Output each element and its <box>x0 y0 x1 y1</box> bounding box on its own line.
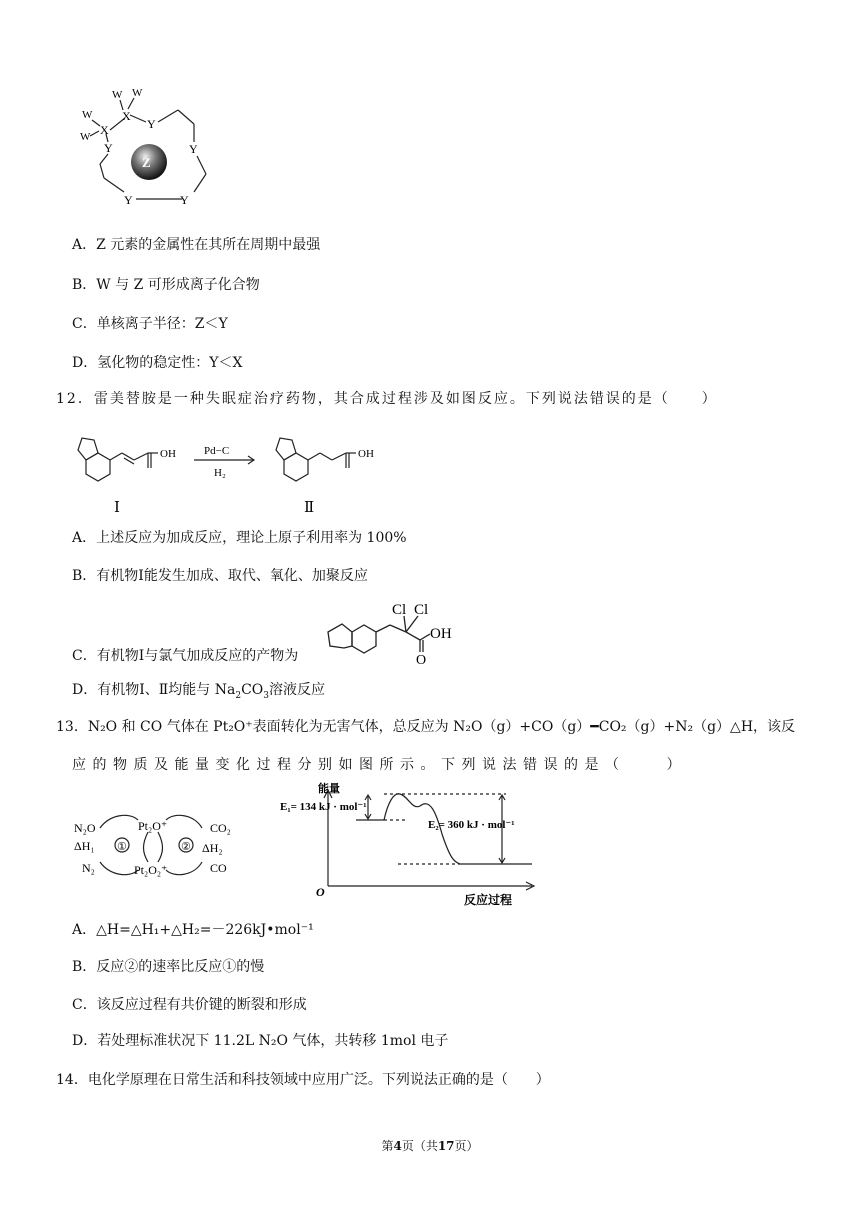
q11-option-d: D．氢化物的稳定性：Y＜X <box>72 355 243 371</box>
pt2o2-label: Pt₂O₂⁺ <box>134 863 168 877</box>
footer-mid: 页（共 <box>401 1139 438 1153</box>
step1-label: ① <box>117 841 127 853</box>
q12-reaction-scheme <box>66 420 406 516</box>
dh2-label: ΔH₂ <box>202 841 223 855</box>
compound-label-2: Ⅱ <box>304 500 315 516</box>
o-label: O <box>416 653 427 664</box>
q13-option-d: D．若处理标准状况下 11.2L N₂O 气体，共转移 1mol 电子 <box>72 1033 449 1049</box>
x-axis-label: 反应过程 <box>464 893 513 907</box>
y-axis-label: 能量 <box>318 783 340 795</box>
e2-label: E₂= 360 kJ · mol⁻¹ <box>428 819 515 831</box>
q13-stem-line2: 应的物质及能量变化过程分别如图所示。下列说法错误的是（ ） <box>72 757 687 773</box>
atom-label: W <box>82 109 93 121</box>
origin-label: O <box>316 885 325 899</box>
q11-option-c: C．单核离子半径：Z＜Y <box>72 316 228 332</box>
q11-option-b: B．W 与 Z 可形成离子化合物 <box>72 277 260 293</box>
q12-option-a: A．上述反应为加成反应，理论上原子利用率为 100% <box>72 530 407 546</box>
footer-page-number: 4 <box>393 1139 402 1153</box>
q12-stem: 12．雷美替胺是一种失眠症治疗药物，其合成过程涉及如图反应。下列说法错误的是（ ） <box>56 391 718 407</box>
atom-label: Y <box>189 142 198 156</box>
co2-label: CO₂ <box>210 821 231 835</box>
q12-option-d: D．有机物Ⅰ、Ⅱ均能与 $Na_2CO_3$溶液反应 <box>72 682 325 701</box>
q12-option-d-co: CO <box>241 682 264 698</box>
atom-label: Y <box>147 117 156 131</box>
page-footer <box>0 1137 860 1154</box>
atom-label: W <box>80 131 91 143</box>
atom-label: Y <box>180 193 189 207</box>
atom-label: Z <box>142 155 151 170</box>
pt2o-label: Pt₂O⁺ <box>138 819 168 833</box>
atom-label: W <box>112 89 123 101</box>
cl-label: Cl <box>392 602 407 618</box>
footer-total-pages: 17 <box>437 1139 455 1153</box>
footer-pre: 第 <box>381 1139 394 1153</box>
e1-label: E₁= 134 kJ · mol⁻¹ <box>280 801 367 813</box>
q13-option-a: A．△H=△H₁+△H₂=－226kJ•mol⁻¹ <box>72 922 314 938</box>
q12-option-d-tail: 溶液反应 <box>269 682 325 698</box>
q13-option-c: C．该反应过程有共价键的断裂和形成 <box>72 997 307 1013</box>
q13-option-b: B．反应②的速率比反应①的慢 <box>72 959 265 975</box>
q13-catalytic-cycle <box>70 806 250 884</box>
n2-label: N₂ <box>82 861 95 875</box>
oh-label: OH <box>430 626 452 642</box>
crown-ether-figure <box>70 82 240 222</box>
n2o-label: N₂O <box>74 821 96 835</box>
q13-energy-diagram <box>280 782 550 908</box>
q12-option-b: B．有机物Ⅰ能发生加成、取代、氧化、加聚反应 <box>72 568 368 584</box>
oh-label: OH <box>160 448 176 460</box>
reagent-label: H₂ <box>214 467 226 479</box>
atom-label: W <box>132 87 143 99</box>
co-label: CO <box>210 861 227 875</box>
q13-stem-line1: 13．N₂O 和 CO 气体在 Pt₂O⁺表面转化为无害气体，总反应为 N₂O（g）+CO（g）━CO₂（g）+N₂（g）△H，该反 <box>56 719 796 735</box>
step2-label: ② <box>181 841 191 853</box>
atom-label: X <box>122 109 131 123</box>
catalyst-label: Pd−C <box>204 445 230 457</box>
oh-label: OH <box>358 448 374 460</box>
q12-option-c: C．有机物Ⅰ与氯气加成反应的产物为 <box>72 648 299 664</box>
q11-option-a: A．Z 元素的金属性在其所在周期中最强 <box>72 237 321 253</box>
atom-label: Y <box>104 141 113 155</box>
compound-label-1: Ⅰ <box>114 500 120 516</box>
atom-label: Y <box>124 193 133 207</box>
q12-option-d-text: D．有机物Ⅰ、Ⅱ均能与 Na <box>72 682 236 698</box>
footer-post: 页） <box>454 1139 479 1153</box>
dh1-label: ΔH₁ <box>74 839 95 853</box>
atom-label: X <box>100 123 109 137</box>
q12-dichloro-product-structure <box>322 598 472 664</box>
q14-stem: 14．电化学原理在日常生活和科技领域中应用广泛。下列说法正确的是（ ） <box>56 1072 550 1088</box>
cl-label: Cl <box>414 602 429 618</box>
